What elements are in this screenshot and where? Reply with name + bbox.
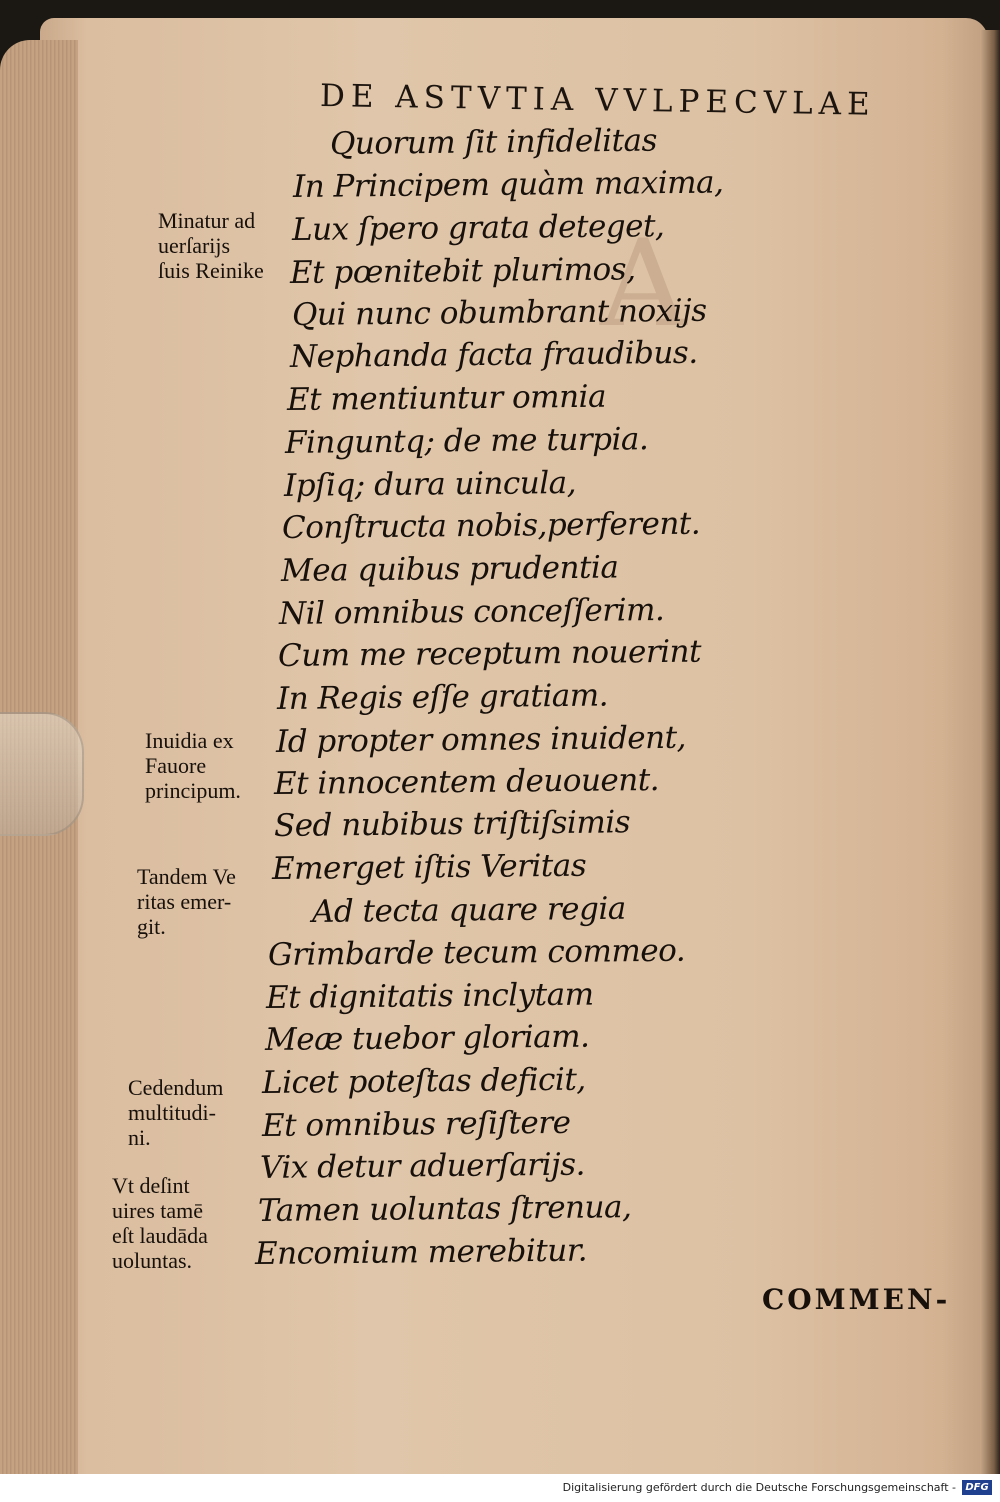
catchword: COMMEN- (762, 1283, 951, 1316)
footer-bar (0, 1474, 1000, 1502)
verse-line: Ad tecta quare regia (311, 890, 626, 930)
marginal-note (128, 1075, 223, 1150)
running-header: DE ASTVTIA VVLPECVLAE (319, 78, 876, 123)
marginal-note-line: Tandem Ve (137, 864, 236, 889)
marginal-note-line: Fauore (145, 753, 207, 778)
marginal-note (145, 728, 241, 803)
verse-line: In Principem quàm maxima, (292, 164, 724, 205)
verse-line: Nephanda facta fraudibus. (289, 334, 698, 375)
marginal-note-line: ritas emer- (137, 889, 232, 914)
marginal-note-line: Vt deſint (112, 1173, 190, 1198)
marginal-note-line: Cedendum (128, 1075, 224, 1100)
verse-line: Et mentiuntur omnia (286, 378, 607, 418)
verse-line: Qui nunc obumbrant noxijs (291, 292, 707, 333)
marginal-note (112, 1173, 208, 1273)
dfg-logo-icon: DFG (962, 1480, 992, 1495)
verse-line: Emerget iſtis Veritas (271, 847, 587, 887)
marginal-note-line: uoluntas. (112, 1248, 193, 1273)
verse-line: In Regis eſſe gratiam. (276, 677, 609, 717)
page-clip (0, 712, 84, 836)
verse-line: Grimbarde tecum commeo. (267, 932, 686, 973)
verse-line: Et omnibus reſiſtere (261, 1104, 571, 1144)
funding-notice: Digitalisierung gefördert durch die Deutsche Forschungsgemeinschaft - (562, 1481, 956, 1494)
marginal-note-line: ni. (128, 1125, 151, 1150)
marginal-note-line: git. (137, 914, 166, 939)
verse-line: Encomium merebitur. (254, 1232, 588, 1272)
marginal-note-line: multitudi- (128, 1100, 216, 1125)
verse-line: Cum me receptum nouerint (277, 633, 702, 674)
verse-line: Vix detur aduerſarijs. (259, 1146, 586, 1186)
marginal-note-line: uires tamē (112, 1198, 204, 1223)
verse-line: Nil omnibus conceſſerim. (278, 591, 665, 632)
verse-line: Quorum ſit infidelitas (329, 122, 658, 162)
marginal-note (137, 864, 236, 939)
verse-line: Licet poteſtas deficit, (261, 1061, 586, 1101)
verse-line: Et dignitatis inclytam (265, 976, 594, 1016)
verse-line: Tamen uoluntas ſtrenua, (257, 1189, 632, 1229)
marginal-note-line: uerſarijs (158, 233, 231, 258)
marginal-note-line: eſt laudāda (112, 1223, 208, 1248)
marginal-note-line: Inuidia ex (145, 728, 234, 753)
marginal-note-line: ſuis Reinike (158, 258, 264, 283)
verse-line: Id propter omnes inuident, (275, 719, 687, 760)
verse-line: Ipſiq; dura uincula, (283, 464, 577, 504)
marginal-note-line: Minatur ad (158, 208, 256, 233)
book-gutter (980, 30, 1000, 1474)
verse-line: Et innocentem deuouent. (273, 761, 660, 802)
verse-line: Finguntq; de me turpia. (284, 421, 649, 461)
verse-line: Mea quibus prudentia (280, 549, 619, 589)
marginal-note (158, 208, 264, 283)
verse-line: Lux ſpero grata deteget, (291, 208, 665, 248)
verse-line: Sed nubibus triſtiſsimis (273, 804, 631, 844)
verse-line: Et pœnitebit plurimos, (289, 251, 636, 291)
marginal-note-line: principum. (145, 778, 241, 803)
verse-line: Meæ tuebor gloriam. (264, 1018, 590, 1058)
verse-line: Conſtructa nobis,perferent. (281, 505, 701, 546)
